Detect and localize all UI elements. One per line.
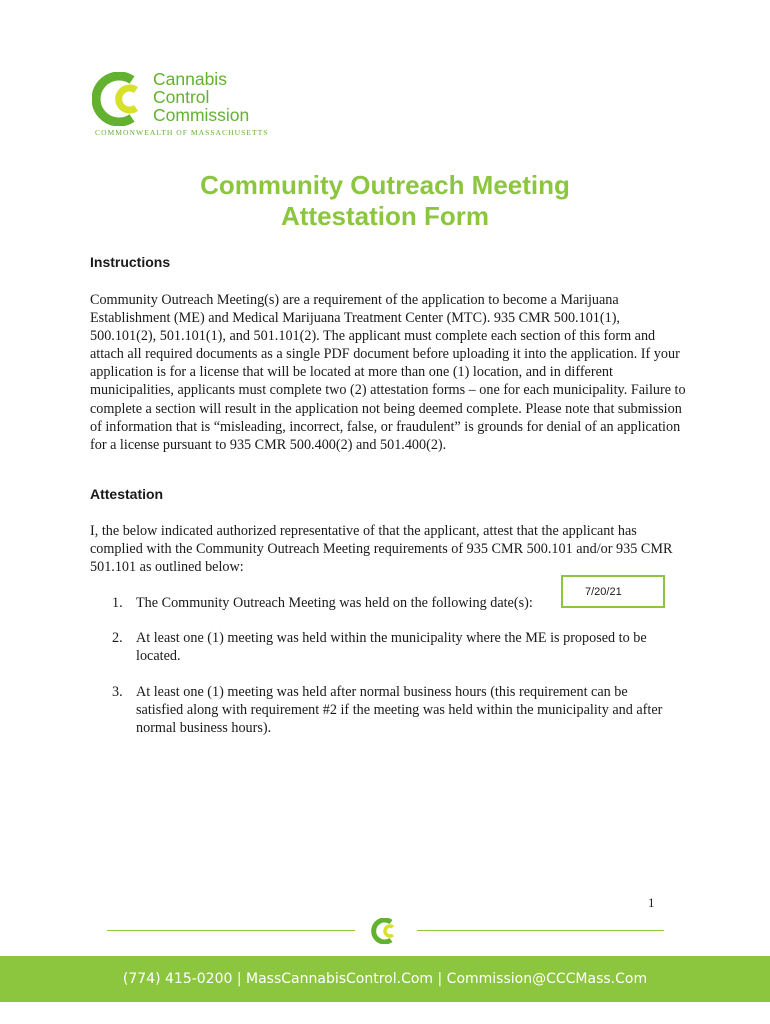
item-number: 3. <box>112 684 123 700</box>
meeting-date-field[interactable] <box>561 575 665 608</box>
page-number: 1 <box>648 895 655 910</box>
item-number: 2. <box>112 630 123 646</box>
footer-contact-bar <box>0 956 770 1002</box>
footer-divider-left <box>107 930 355 931</box>
item-number: 1. <box>112 595 123 611</box>
list-item <box>112 629 672 665</box>
item-text: At least one (1) meeting was held within the municipality where the ME is proposed to be located. <box>136 630 647 665</box>
attestation-heading: Attestation <box>90 486 164 502</box>
meeting-date-value: 7/20/21 <box>585 586 622 598</box>
footer-contact-text: (774) 415-0200 | MassCannabisControl.Com | Commission@CCCMass.Com <box>122 971 648 987</box>
footer-divider-right <box>417 930 664 931</box>
title-line-1: Community Outreach Meeting <box>200 170 570 200</box>
instructions-text: Community Outreach Meeting(s) are a requirement of the application to become a Marijuana Establishment (ME) and Medical Marijuana Treatment Center (MTC). 935 CMR 500.101(1), 500.101(2), 501.101(1), and 501.101(2). The applicant must complete each section of this form and attach all required documents as a single PDF document before uploading it into the application. If your application is for a license that will be located at more than one (1) location, and in different municipalities, applicants must complete two (2) attestation forms – one for each municipality. Failure to complete a section will result in the application not being deemed complete. Please note that submission of information that is “misleading, incorrect, false, or fraudulent” is grounds for denial of an application for a license pursuant to 935 CMR 500.400(2) and 501.400(2). <box>90 292 686 453</box>
logo-wordmark <box>153 70 249 124</box>
item-text: At least one (1) meeting was held after normal business hours (this requirement can be satisfied along with requirement #2 if the meeting was held within the municipality and after normal business hours). <box>136 684 663 737</box>
list-item <box>112 683 672 737</box>
page-title <box>0 170 770 232</box>
instructions-heading: Instructions <box>90 254 171 270</box>
logo-subtitle: COMMONWEALTH OF MASSACHUSETTS <box>95 128 269 137</box>
attestation-text: I, the below indicated authorized representative of that the applicant, attest that the applicant has complied with the Community Outreach Meeting requirements of 935 CMR 500.101 and/or 935 CMR 501.101 as outlined below: <box>90 523 673 576</box>
item-text: The Community Outreach Meeting was held on the following date(s): <box>136 595 533 611</box>
logo-line-3: Commission <box>153 105 250 125</box>
logo-line-2: Control <box>153 87 210 107</box>
ccc-logo-icon <box>92 72 150 126</box>
title-line-2: Attestation Form <box>281 201 489 231</box>
logo-line-1: Cannabis <box>153 69 227 89</box>
ccc-small-logo-icon <box>371 918 399 944</box>
ccc-logo <box>92 70 292 140</box>
